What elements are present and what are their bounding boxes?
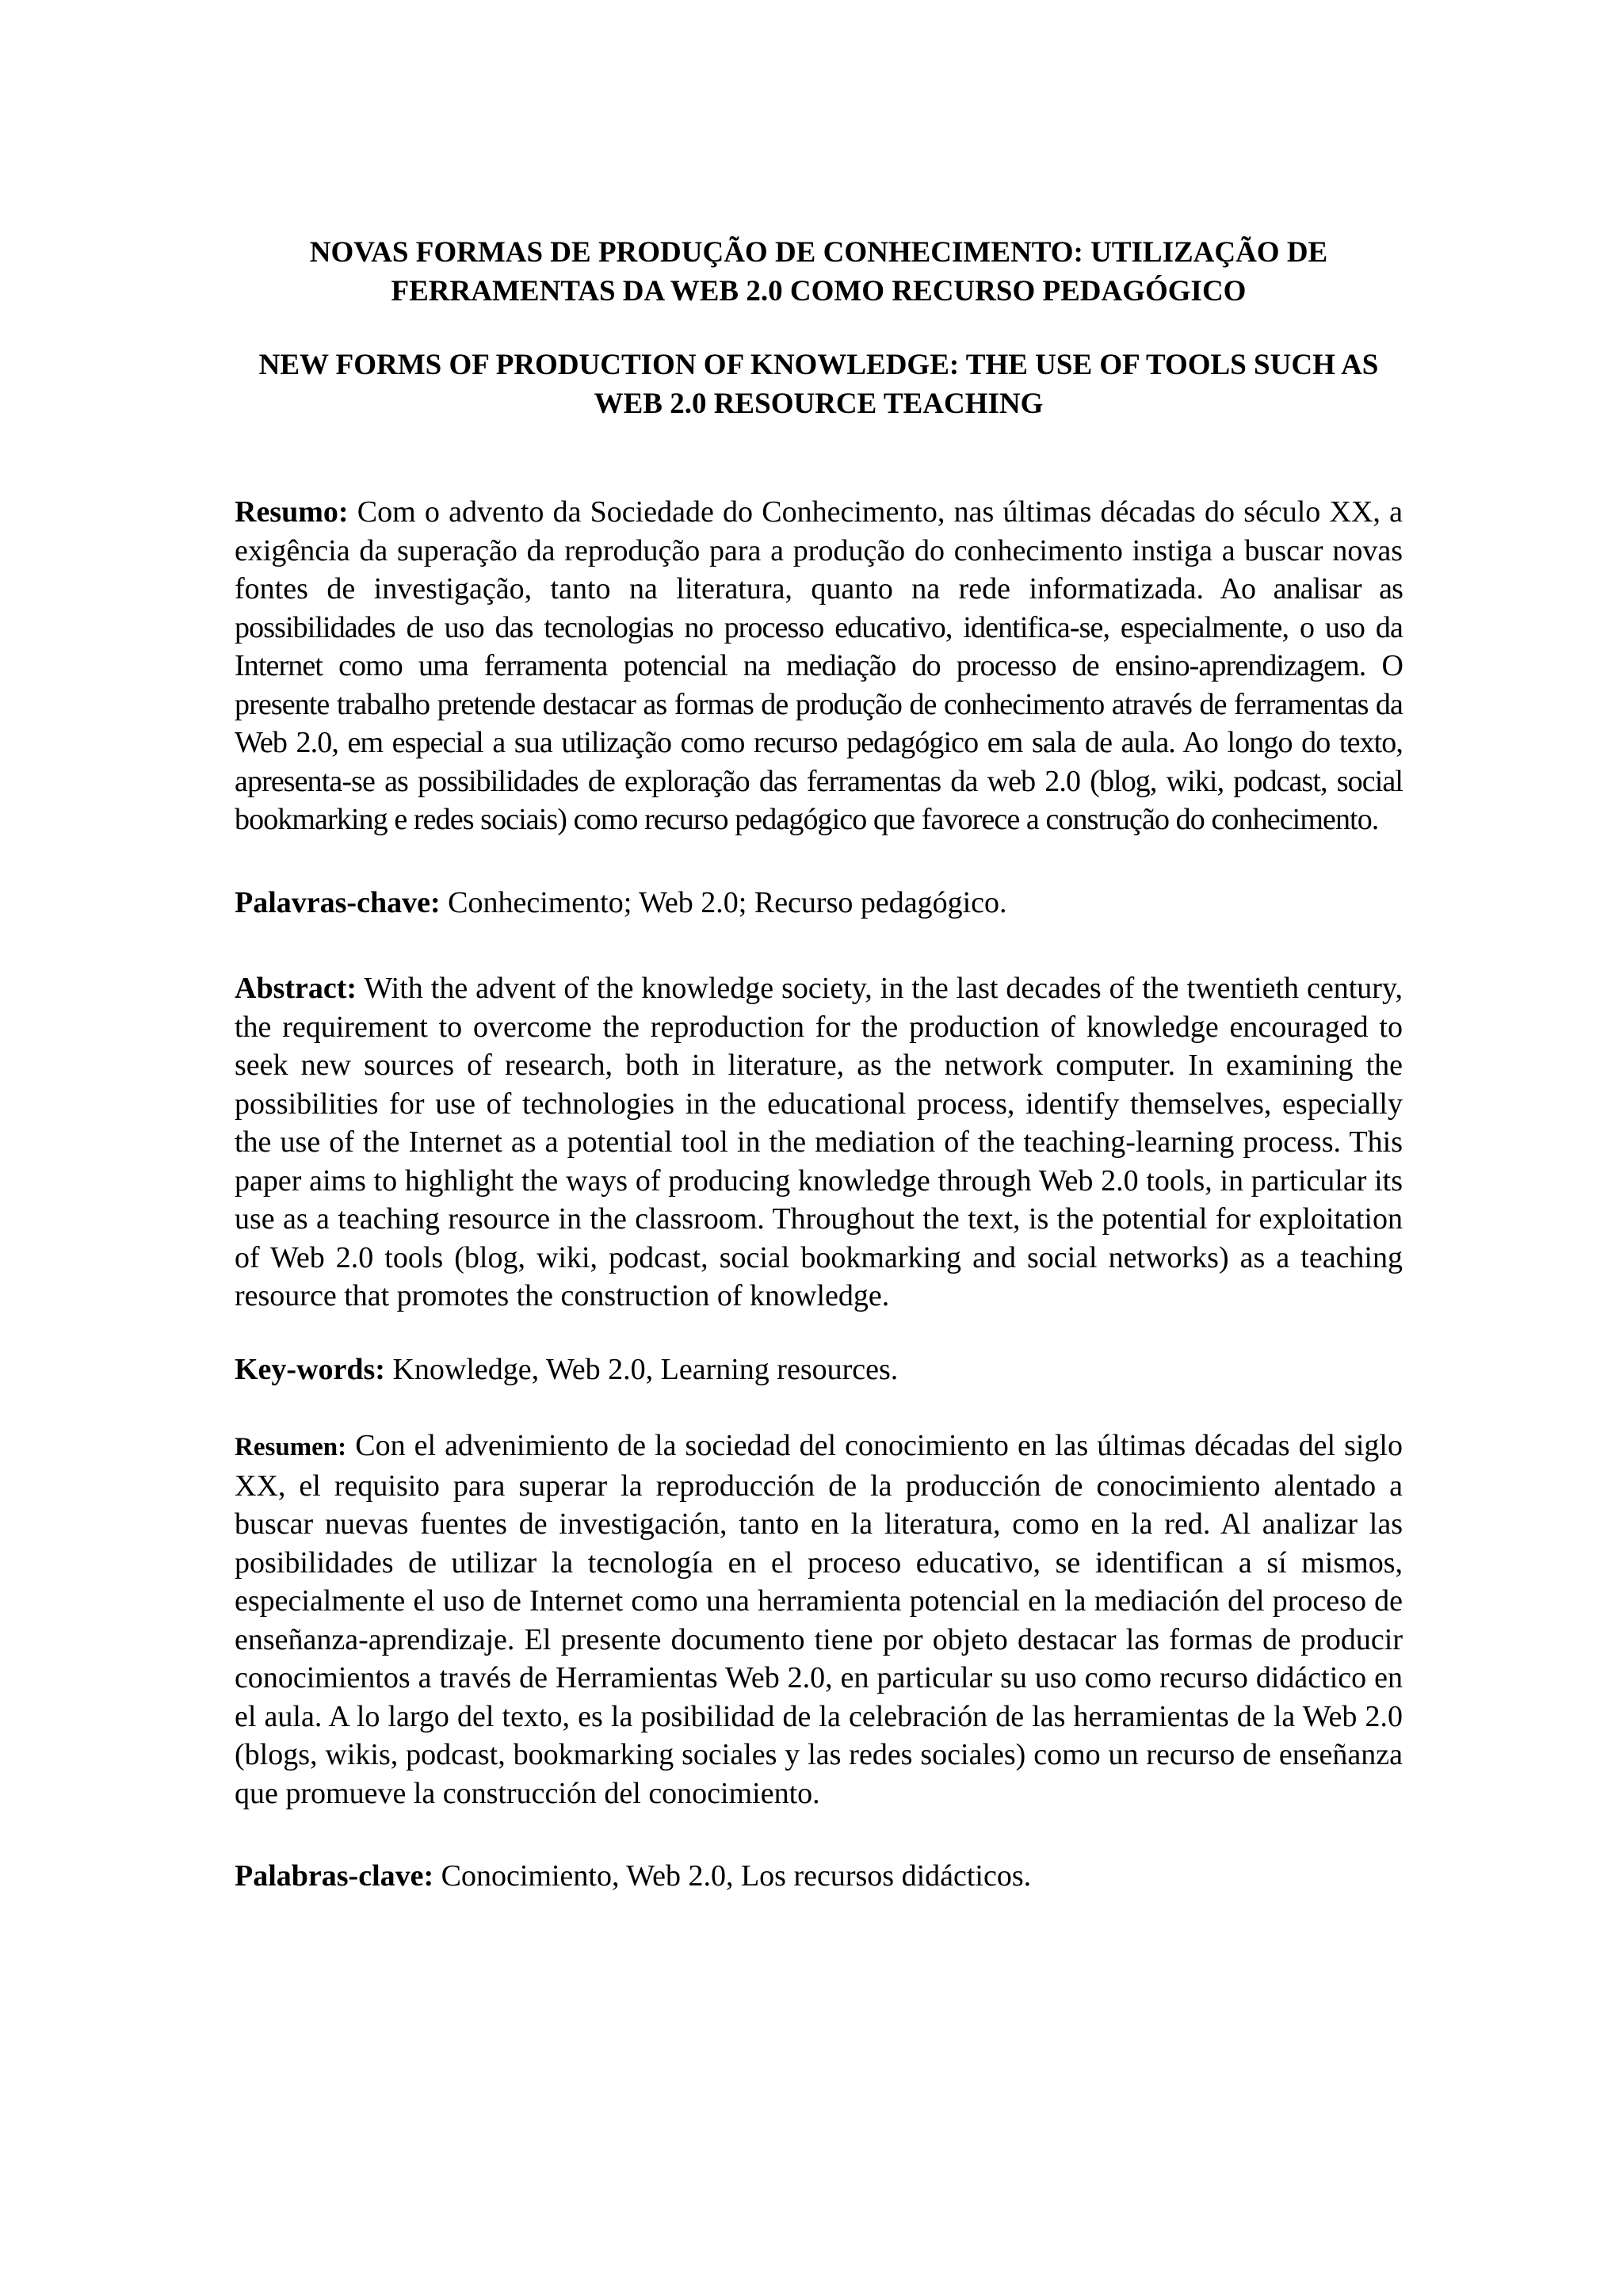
title-portuguese: NOVAS FORMAS DE PRODUÇÃO DE CONHECIMENTO: UTILIZAÇÃO DE FERRAMENTAS DA WEB 2.0 COMO RECURSO PEDAGÓGICO: [309, 236, 1328, 308]
key-words-text: Knowledge, Web 2.0, Learning resources.: [384, 1352, 899, 1386]
resumen-label: Resumen:: [235, 1433, 347, 1461]
resumo-text-a: Com o advento da Sociedade do Conhecimento, nas últimas décadas do século XX, a exigência da superação da reprodução para a produção do conhecimento instiga a buscar novas fontes de investigação, tanto na literatura, quanto na rede informatizada.: [235, 495, 1403, 606]
resumen-text: Con el advenimiento de la sociedad del conocimiento en las últimas décadas del siglo XX, el requisito para superar la reproducción de la producción de conocimiento alentado a buscar nuevas fuentes de investigación, tanto en la literatura, como en la red. Al analizar las posibilidades de utilizar la tecnología en el proceso educativo, se identifican a sí mismos, especialmente el uso de Internet como una herramienta potencial en la mediación del proceso de enseñanza-aprendizaje. El presente documento tiene por objeto destacar las formas de producir conocimientos a través de Herramientas Web 2.0, en particular su uso como recurso didáctico en el aula. A lo largo del texto, es la posibilidad de la celebración de las herramientas de la Web 2.0 (blogs, wikis, podcast, bookmarking sociales y las redes sociales) como un recurso de enseñanza que promueve la construcción del conocimiento.: [235, 1429, 1403, 1810]
resumen-paragraph: [235, 1427, 1403, 1813]
palavras-chave-paragraph: [235, 884, 1403, 923]
abstract-label: Abstract:: [235, 972, 357, 1005]
resumo-text-b: Ao analisar as possibilidades de uso das tecnologias no processo educativo, identifica-se, especialmente, o uso da Internet como uma ferramenta potencial na mediação do processo de ensino-aprendizagem. O presente trabalho pretende destacar as formas de produção de conhecimento através de ferramentas da Web 2.0, em especial a sua utilização como recurso pedagógico em sala de aula. Ao longo do texto, apresenta-se as possibilidades de exploração das ferramentas da web 2.0 (blog, wiki, podcast, social bookmarking e redes sociais) como recurso pedagógico que favorece a construção do conhecimento.: [235, 572, 1403, 836]
palabras-clave-text: Conocimiento, Web 2.0, Los recursos didácticos.: [433, 1859, 1032, 1893]
palavras-chave-text: Conhecimento; Web 2.0; Recurso pedagógico.: [440, 885, 1007, 919]
abstract-paragraph: [235, 969, 1403, 1316]
document-content: [235, 233, 1403, 1896]
title-english: NEW FORMS OF PRODUCTION OF KNOWLEDGE: THE USE OF TOOLS SUCH AS WEB 2.0 RESOURCE TEACHING: [258, 349, 1379, 420]
palabras-clave-paragraph: [235, 1857, 1403, 1896]
key-words-paragraph: [235, 1350, 1403, 1389]
key-words-label: Key-words:: [235, 1352, 385, 1386]
abstract-text: With the advent of the knowledge society, in the last decades of the twentieth century, the requirement to overcome the reproduction for the production of knowledge encouraged to seek new sources of research, both in literature, as the network computer. In examining the possibilities for use of technologies in the educational process, identify themselves, especially the use of the Internet as a potential tool in the mediation of the teaching-learning process. This paper aims to highlight the ways of producing knowledge through Web 2.0 tools, in particular its use as a teaching resource in the classroom. Throughout the text, is the potential for exploitation of Web 2.0 tools (blog, wiki, podcast, social bookmarking and social networks) as a teaching resource that promotes the construction of knowledge.: [235, 972, 1403, 1312]
resumo-paragraph: [235, 493, 1403, 839]
resumo-label: Resumo:: [235, 495, 349, 529]
palabras-clave-label: Palabras-clave:: [235, 1859, 434, 1893]
palavras-chave-label: Palavras-chave:: [235, 885, 441, 919]
